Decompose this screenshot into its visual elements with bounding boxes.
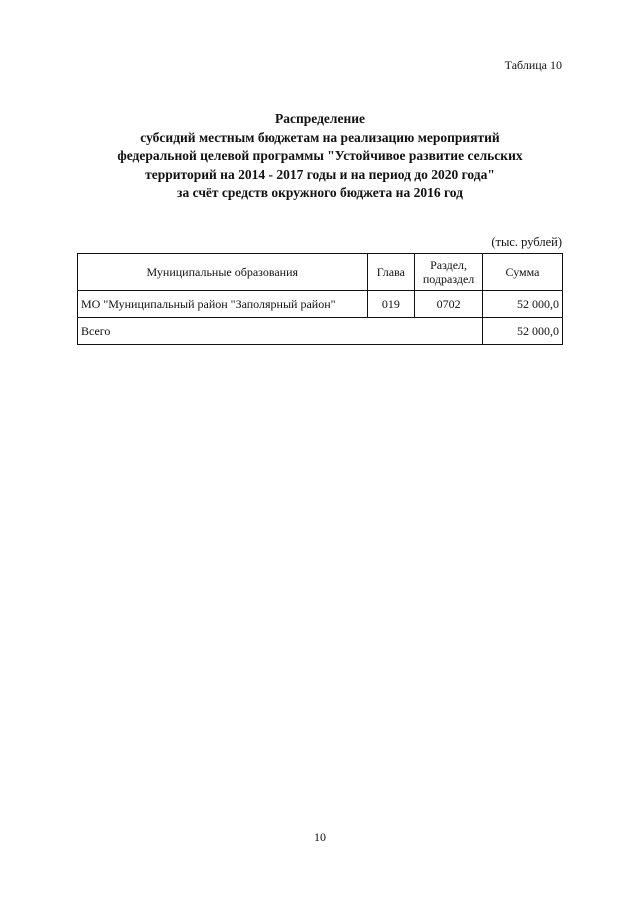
header-razdel-line1: Раздел, (430, 258, 468, 272)
document-title (70, 110, 570, 203)
header-razdel-line2: подраздел (422, 272, 475, 286)
units-label: (тыс. рублей) (491, 235, 562, 249)
cell-glava: 019 (367, 291, 415, 318)
cell-razdel: 0702 (415, 291, 483, 318)
page-number: 10 (314, 830, 326, 844)
header-municipalities: Муниципальные образования (78, 254, 368, 291)
header-summa: Сумма (482, 254, 562, 291)
table-number-label: Таблица 10 (504, 58, 562, 72)
cell-summa: 52 000,0 (482, 291, 562, 318)
cell-total-summa: 52 000,0 (482, 318, 562, 345)
cell-total-label: Всего (78, 318, 483, 345)
table-total-row (78, 318, 563, 345)
header-glava: Глава (367, 254, 415, 291)
title-line-1: Распределение (274, 111, 366, 126)
title-line-2: субсидий местным бюджетам на реализацию мероприятий (140, 129, 500, 145)
cell-municipality-name: МО "Муниципальный район "Заполярный район" (78, 291, 368, 318)
table-header-row (78, 254, 563, 291)
title-line-4: территорий на 2014 - 2017 годы и на период до 2020 года" (145, 166, 495, 182)
header-razdel (415, 254, 483, 291)
subsidy-table (77, 253, 563, 345)
title-line-5: за счёт средств окружного бюджета на 2016 год (177, 185, 463, 200)
title-line-3: федеральной целевой программы "Устойчивое развитие сельских (117, 148, 523, 163)
table-row (78, 291, 563, 318)
